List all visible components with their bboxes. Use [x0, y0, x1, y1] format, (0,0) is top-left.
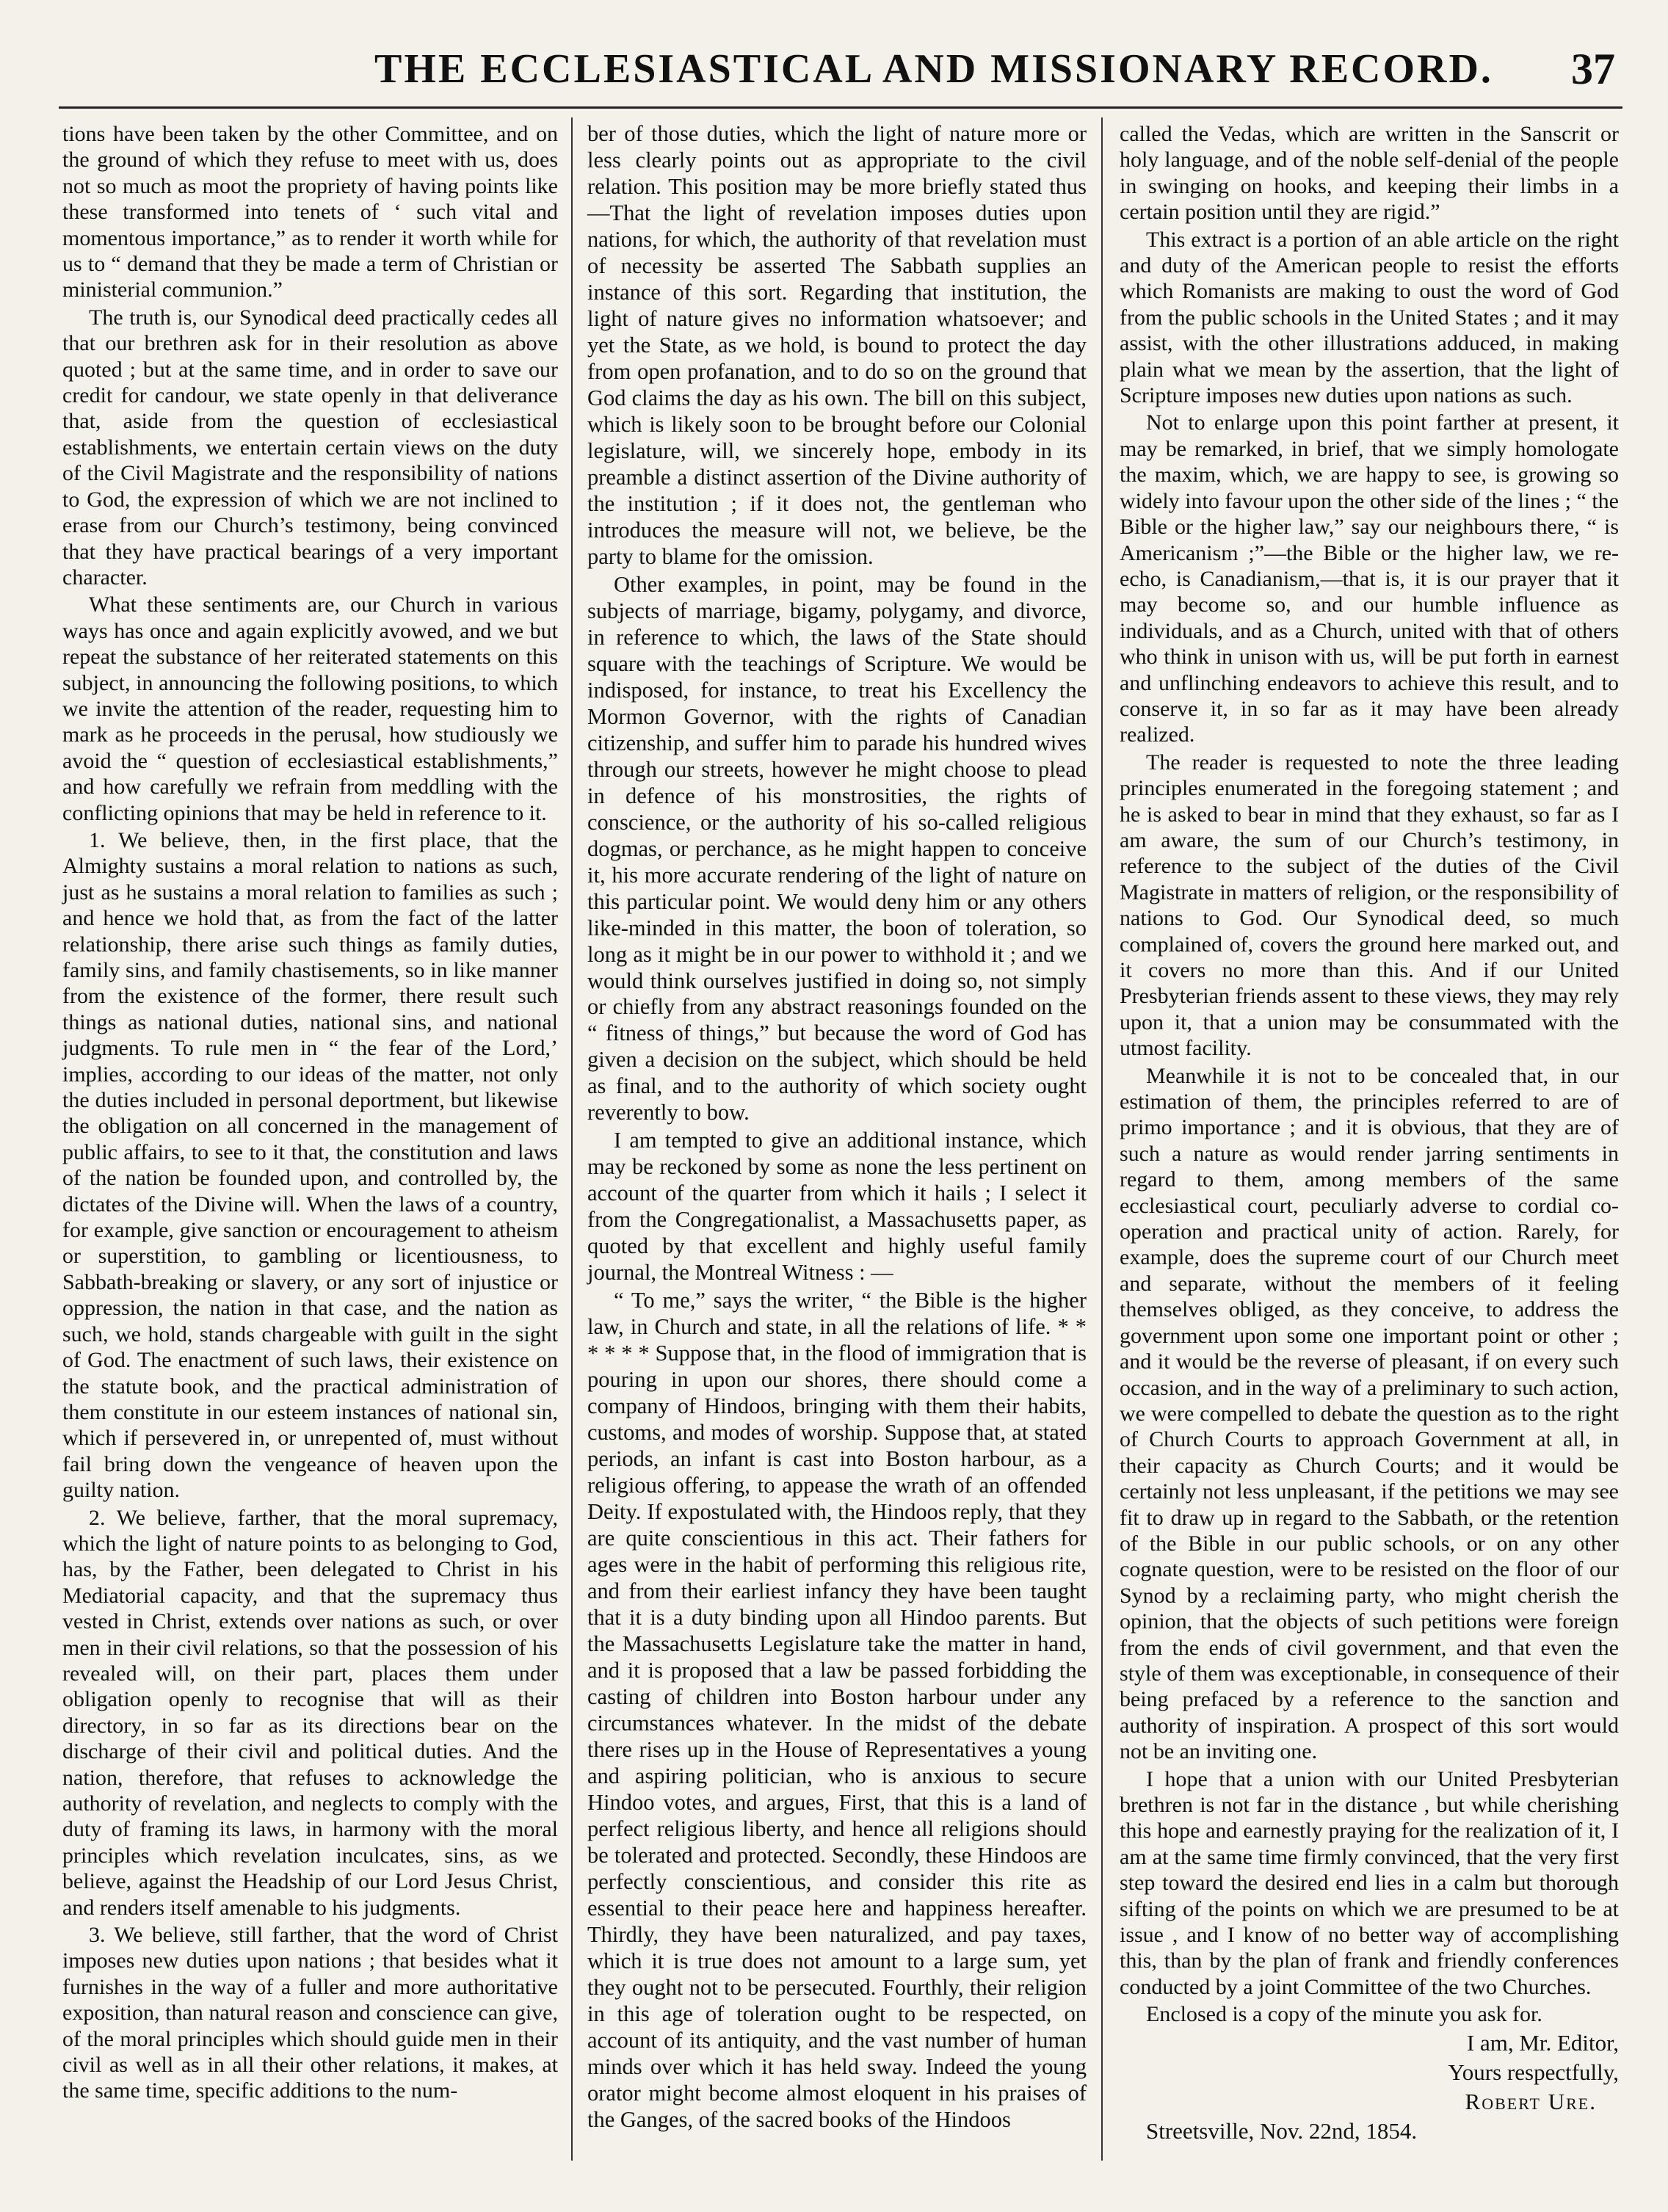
signature-name: Robert Ure.: [1465, 2088, 1597, 2114]
column-divider: [1101, 117, 1103, 2161]
paragraph: The truth is, our Synodical deed practically cedes all that our brethren ask for in their resolution as above quoted ; but at the same time, and in order to save our credit for candour, we state openly in that deliverance that, aside from the question of ecclesiastical establishments, we entertain certain views on the duty of the Civil Magistrate and the responsibility of nations to God, the expression of which we are not inclined to erase from our Church’s testimony, being convinced that they have practical bearings of a very important character.: [62, 305, 558, 590]
paragraph: Not to enlarge upon this point farther at present, it may be remarked, in brief, that we simply homologate the maxim, which, we are happy to see, is growing so widely into favour upon the other side of the lines ; “ the Bible or the higher law,” say our neighbours there, “ is Americanism ;”—the Bible or the higher law, we re-echo, is Canadianism,—that is, it is our prayer that it may become so, and our humble influence as individuals, and as a Church, united with that of others who think in unison with us, will be put forth in earnest and unflinching endeavors to achieve this result, and to conserve it, in so far as it may have been already realized.: [1120, 410, 1619, 747]
paragraph: 1. We believe, then, in the first place, that the Almighty sustains a moral relation to nations as such, just as he sustains a moral relation to families as such ; and hence we hold that, as from the fact of the latter relationship, there arise such things as family duties, family sins, and family chastisements, so in like manner from the existence of the former, there result such things as national duties, national sins, and national judgments. To rule men in “ the fear of the Lord,’ implies, according to our ideas of the matter, not only the duties included in personal deportment, but likewise the obligation on all concerned in the management of public affairs, to see to it that, the constitution and laws of the nation be founded upon, and controlled by, the dictates of the Divine will. When the laws of a country, for example, give sanction or encouragement to atheism or superstition, to gambling or licentiousness, to Sabbath-breaking or slavery, or any sort of injustice or oppression, the nation in that case, and the nation as such, we hold, stands chargeable with guilt in the sight of God. The enactment of such laws, their existence on the statute book, and the practical administration of them constitute in our esteem instances of national sin, which if persevered in, or unrepented of, must without fail bring down the vengeance of heaven upon the guilty nation.: [62, 827, 558, 1503]
paragraph: What these sentiments are, our Church in various ways has once and again explicitly avowed, and we but repeat the substance of her reiterated statements on this subject, in announcing the following positions, to which we invite the attention of the reader, requesting him to mark as he proceeds in the perusal, how studiously we avoid the “ question of ecclesiastical establishments,” and how carefully we refrain from meddling with the conflicting opinions that may be held in reference to it.: [62, 592, 558, 825]
paragraph: “ To me,” says the writer, “ the Bible is the higher law, in Church and state, in all the relations of life. * * * * * * Suppose that, in the flood of immigration that is pouring in upon our shores, there should come a company of Hindoos, bringing with them their habits, customs, and modes of worship. Suppose that, at stated periods, an infant is cast into Boston harbour, as a religious offering, to appease the wrath of an offended Deity. If expostulated with, the Hindoos reply, that they are quite conscientious in this act. Their fathers for ages were in the habit of performing this religious rite, and from their earliest infancy they have been taught that it is a duty binding upon all Hindoo parents. But the Massachusetts Legislature take the matter in hand, and it is proposed that a law be passed forbidding the casting of children into Boston harbour under any circumstances whatever. In the midst of the debate there rises up in the House of Representatives a young and aspiring politician, who is anxious to secure Hindoo votes, and argues, First, that this is a land of perfect religious liberty, and hence all religions should be tolerated and protected. Secondly, these Hindoos are perfectly conscientious, and consider this rite as essential to their peace here and happiness hereafter. Thirdly, they have been naturalized, and pay taxes, which it is true does not amount to a large sum, yet they ought not to be persecuted. Fourthly, their religion in this age of toleration ought to be respected, on account of its antiquity, and the vast number of human minds over which it has held sway. Indeed the young orator might become almost eloquent in his praises of the Ganges, of the sacred books of the Hindoos: [587, 1288, 1087, 2132]
column-divider: [571, 117, 573, 2161]
text-column-1: [62, 121, 558, 2104]
journal-title: THE ECCLESIASTICAL AND MISSIONARY RECORD.: [374, 46, 1493, 92]
paragraph: ber of those duties, which the light of nature more or less clearly points out as appropriate to the civil relation. This position may be more briefly stated thus —That the light of revelation imposes duties upon nations, for which, the authority of that revelation must of necessity be asserted The Sabbath supplies an instance of this sort. Regarding that institution, the light of nature gives no information whatsoever; and yet the State, as we hold, is bound to protect the day from open profanation, and to do so on the ground that God claims the day as his own. The bill on this subject, which is likely soon to be brought before our Colonial legislature, will, we sincerely hope, embody in its preamble a distinct assertion of the Divine authority of the institution ; if it does not, the gentleman who introduces the measure will not, we believe, be the party to blame for the omission.: [587, 121, 1087, 569]
page-number: 37: [1571, 45, 1615, 93]
paragraph: I hope that a union with our United Presbyterian brethren is not far in the distance , but while cherishing this hope and earnestly praying for the realization of it, I am at the same time firmly convinced, that the very first step toward the desired end lies in a calm but thorough sifting of the points on which we are presumed to be at issue , and I know of no better way of accomplishing this, than by the plan of frank and friendly conferences conducted by a joint Committee of the two Churches.: [1120, 1766, 1619, 1999]
signature-salutation: I am, Mr. Editor,: [1466, 2029, 1619, 2056]
paragraph: The reader is requested to note the three leading principles enumerated in the foregoing statement ; and he is asked to bear in mind that they exhaust, so far as I am aware, the sum of our Church’s testimony, in reference to the subject of the duties of the Civil Magistrate in matters of religion, or the responsibility of nations to God. Our Synodical deed, so much complained of, covers the ground here marked out, and it covers no more than this. And if our United Presbyterian friends assent to these views, they may rely upon it, that a union may be consummated with the utmost facility.: [1120, 750, 1619, 1061]
header-rule: [59, 106, 1622, 109]
paragraph: Meanwhile it is not to be concealed that, in our estimation of them, the principles referred to are of primo importance ; and it is obvious, that they are of such a nature as would render jarring sentiments in regard to them, among members of the same ecclesiastical court, peculiarly adverse to cordial co-operation and practical unity of action. Rarely, for example, does the supreme court of our Church meet and separate, without the members of it feeling themselves obliged, as they conceive, to address the government upon some one important point or other ; and it would be the reverse of pleasant, if on every such occasion, and in the way of a preliminary to such action, we were compelled to debate the question as to the right of Church Courts to approach Government at all, in their capacity as Church Courts; and it would be certainly not less unpleasant, if the petitions we may see fit to draw up in regard to the Sabbath, or the retention of the Bible in our public schools, or on any other cognate question, were to be resisted on the floor of our Synod by a reclaiming party, who might cherish the opinion, that the objects of such petitions were foreign from the ends of civil government, and that even the style of them was exceptionable, in consequence of their being prefaced by a reference to the sanction and authority of inspiration. A prospect of this sort would not be an inviting one.: [1120, 1063, 1619, 1764]
page-header: [59, 37, 1622, 106]
paragraph: tions have been taken by the other Committee, and on the ground of which they refuse to meet with us, does not so much as moot the propriety of having points like these transformed into tenets of ‘ such vital and momentous importance,” as to render it worth while for us to “ demand that they be made a term of Christian or ministerial communion.”: [62, 122, 558, 302]
paragraph: 3. We believe, still farther, that the word of Christ imposes new duties upon nations ; that besides what it furnishes in the way of a fuller and more authoritative exposition, than natural reason and conscience can give, of the moral principles which should guide men in their civil as well as in all their other relations, it makes, at the same time, specific additions to the num-: [62, 1923, 558, 2103]
text-column-3: [1120, 121, 1619, 2145]
dateline: Streetsville, Nov. 22nd, 1854.: [1146, 2117, 1418, 2144]
text-column-2: [587, 121, 1087, 2133]
signature-closing: Yours respectfully,: [1448, 2059, 1619, 2085]
paragraph: 2. We believe, farther, that the moral supremacy, which the light of nature points to as belonging to God, has, by the Father, been delegated to Christ in his Mediatorial capacity, and that the supremacy thus vested in Christ, extends over nations as such, or over men in their civil relations, so that the possession of his revealed will, on their part, places them under obligation openly to recognise that will as their directory, in so far as its directions bear on the discharge of their civil and political duties. And the nation, therefore, that refuses to acknowledge the authority of revelation, and neglects to comply with the duty of framing its laws, in harmony with the moral principles which revelation inculcates, sins, as we believe, against the Headship of our Lord Jesus Christ, and renders itself amenable to his judgments.: [62, 1505, 558, 1920]
paragraph: Enclosed is a copy of the minute you ask for.: [1146, 2002, 1542, 2027]
paragraph: Other examples, in point, may be found in the subjects of marriage, bigamy, polygamy, and divorce, in reference to which, the laws of the State should square with the teachings of Scripture. We would be indisposed, for instance, to treat his Excellency the Mormon Governor, with the rights of Canadian citizenship, and suffer him to parade his hundred wives through our streets, however he might choose to plead in defence of his monstrosities, the rights of conscience, or the authority of his so-called religious dogmas, or perchance, as he might happen to conceive it, his more accurate rendering of the light of nature on this particular point. We would deny him or any others like-minded in this matter, the boon of toleration, so long as it might be in our power to withhold it ; and we would think ourselves justified in doing so, not simply or chiefly from any abstract reasonings founded on the “ fitness of things,” but because the word of God has given a decision on the subject, which should be held as final, and to the authority of which society ought reverently to bow.: [587, 571, 1087, 1125]
paragraph: I am tempted to give an additional instance, which may be reckoned by some as none the less pertinent on account of the quarter from which it hails ; I select it from the Congregationalist, a Massachusetts paper, as quoted by that excellent and highly useful family journal, the Montreal Witness : —: [587, 1128, 1087, 1286]
paragraph: This extract is a portion of an able article on the right and duty of the American people to resist the efforts which Romanists are making to oust the word of God from the public schools in the United States ; and it may assist, with the other illustrations adduced, in making plain what we mean by the assertion, that the light of Scripture imposes new duties upon nations as such.: [1120, 227, 1619, 408]
paragraph: called the Vedas, which are written in the Sanscrit or holy language, and of the noble self-denial of the people in swinging on hooks, and keeping their limbs in a certain position until they are rigid.”: [1120, 122, 1619, 225]
